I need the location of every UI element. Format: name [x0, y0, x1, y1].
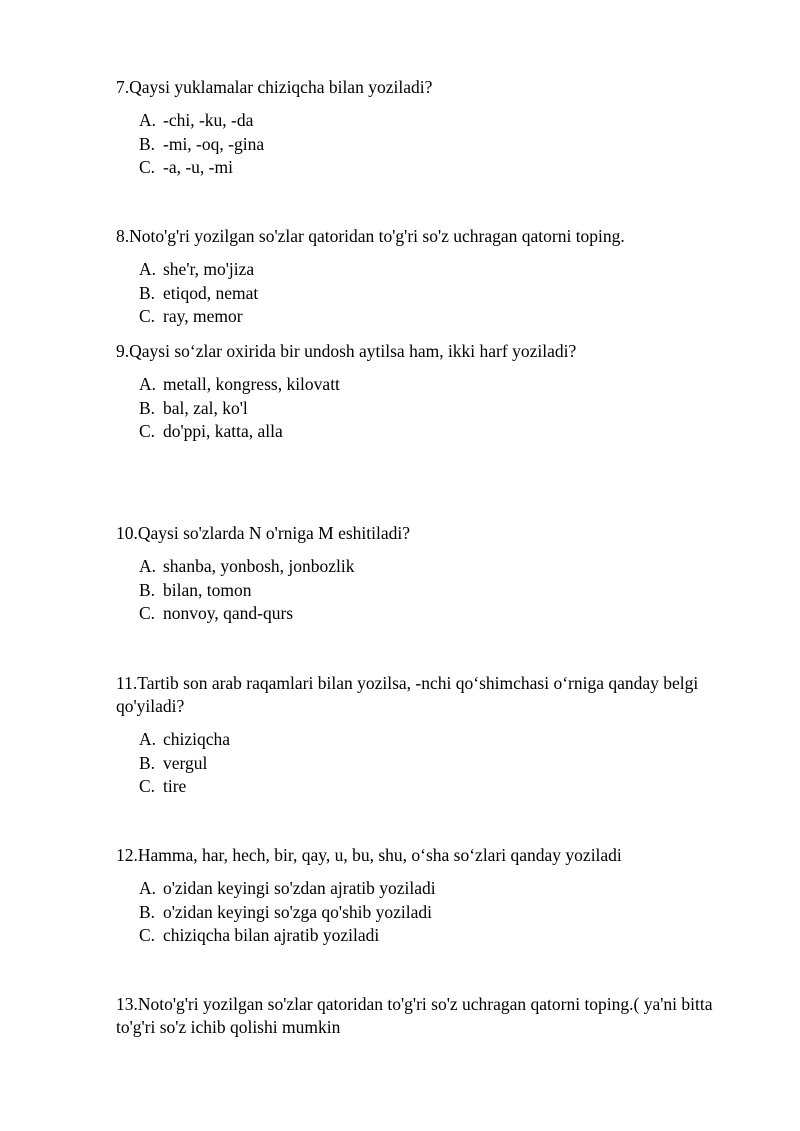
option-letter: C. [139, 306, 156, 326]
option-text: do'ppi, katta, alla [163, 421, 283, 441]
option-c [139, 775, 756, 799]
question-text: 7.Qaysi yuklamalar chiziqcha bilan yoziladi? [116, 77, 433, 97]
option-a [139, 109, 756, 133]
option-b [139, 752, 756, 776]
option-letter: C. [139, 421, 156, 441]
option-letter: A. [139, 878, 157, 898]
option-text: -mi, -oq, -gina [163, 133, 265, 154]
option-text: -chi, -ku, -da [163, 110, 254, 130]
question-text: 8.Noto'g'ri yozilgan so'zlar qatoridan to'g'ri so'z uchragan qatorni toping. [116, 226, 625, 246]
option-b [139, 579, 756, 603]
option-a [139, 728, 756, 752]
option-letter: C. [139, 603, 156, 623]
option-a [139, 258, 756, 282]
option-letter: C. [139, 157, 156, 177]
option-letter: B. [139, 282, 156, 303]
option-letter: C. [139, 776, 156, 796]
question-10 [116, 522, 756, 626]
option-b [139, 901, 756, 925]
options-list [139, 728, 756, 799]
option-letter: A. [139, 729, 157, 749]
question-text: 13.Noto'g'ri yozilgan so'zlar qatoridan to'g'ri so'z uchragan qatorni toping.( ya'ni bitta to'g'ri so'z ichib qolishi mumkin [116, 994, 713, 1037]
option-c [139, 156, 756, 180]
option-c [139, 305, 756, 329]
option-letter: B. [139, 133, 156, 154]
option-c [139, 602, 756, 626]
options-list [139, 555, 756, 626]
question-text: 11.Tartib son arab raqamlari bilan yozilsa, -nchi qo‘shimchasi o‘rniga qanday belgi qo'yiladi? [116, 673, 699, 716]
option-letter: B. [139, 752, 156, 773]
options-list [139, 877, 756, 948]
options-list [139, 258, 756, 329]
option-text: shanba, yonbosh, jonbozlik [163, 556, 355, 576]
option-text: chiziqcha bilan ajratib yoziladi [163, 925, 380, 945]
option-c [139, 420, 756, 444]
option-b [139, 397, 756, 421]
options-list [139, 373, 756, 444]
option-text: ray, memor [163, 306, 243, 326]
option-letter: A. [139, 556, 157, 576]
options-list [139, 109, 756, 180]
option-text: chiziqcha [163, 729, 231, 749]
option-text: nonvoy, qand-qurs [163, 603, 294, 623]
option-a [139, 877, 756, 901]
option-c [139, 924, 756, 948]
question-8 [116, 225, 756, 329]
option-text: o'zidan keyingi so'zga qo'shib yoziladi [163, 901, 432, 922]
option-letter: B. [139, 397, 156, 418]
question-12 [116, 844, 756, 948]
option-text: metall, kongress, kilovatt [163, 374, 340, 394]
option-a [139, 373, 756, 397]
question-7 [116, 76, 756, 180]
option-letter: B. [139, 579, 156, 600]
question-text: 12.Hamma, har, hech, bir, qay, u, bu, shu, o‘sha so‘zlari qanday yoziladi [116, 845, 622, 865]
option-text: -a, -u, -mi [163, 157, 233, 177]
option-text: o'zidan keyingi so'zdan ajratib yoziladi [163, 878, 436, 898]
option-text: etiqod, nemat [163, 282, 259, 303]
option-text: bilan, tomon [163, 579, 252, 600]
option-a [139, 555, 756, 579]
option-letter: C. [139, 925, 156, 945]
question-11 [116, 672, 756, 799]
option-letter: A. [139, 259, 157, 279]
question-text: 10.Qaysi so'zlarda N o'rniga M eshitiladi? [116, 523, 411, 543]
option-letter: A. [139, 374, 157, 394]
option-b [139, 282, 756, 306]
option-text: vergul [163, 752, 208, 773]
option-text: bal, zal, ko'l [163, 397, 248, 418]
option-letter: B. [139, 901, 156, 922]
option-letter: A. [139, 110, 157, 130]
option-b [139, 133, 756, 157]
question-13 [116, 993, 756, 1039]
question-text: 9.Qaysi so‘zlar oxirida bir undosh aytilsa ham, ikki harf yoziladi? [116, 341, 577, 361]
option-text: she'r, mo'jiza [163, 259, 255, 279]
option-text: tire [163, 776, 187, 796]
question-9 [116, 340, 756, 444]
